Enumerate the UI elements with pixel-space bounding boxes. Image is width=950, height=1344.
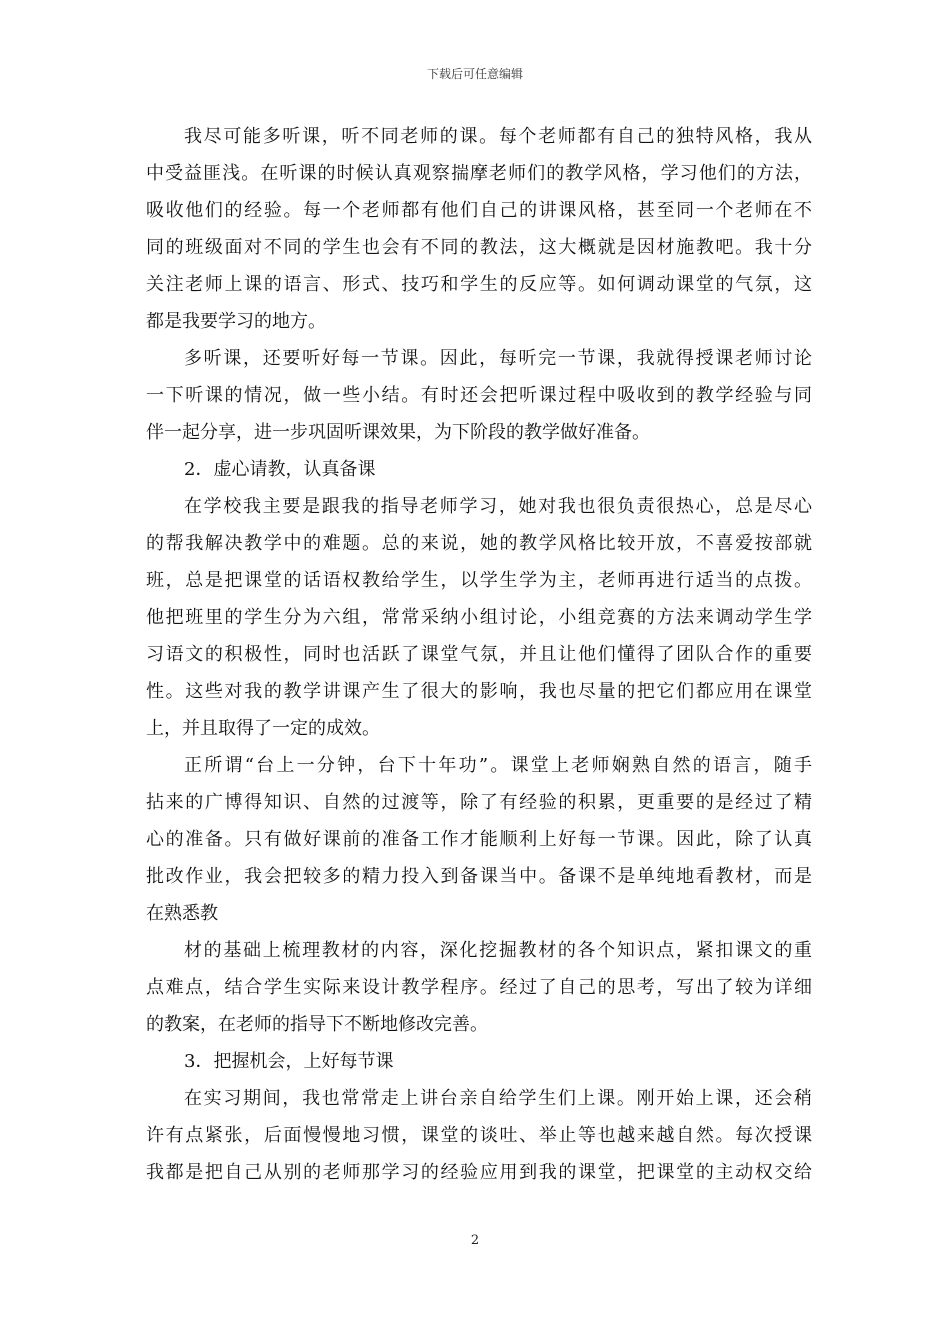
text-line: 同的班级面对不同的学生也会有不同的教法，这大概就是因材施教吧。我十分 — [146, 237, 812, 258]
text-line: 在实习期间，我也常常走上讲台亲自给学生们上课。刚开始上课，还会稍 — [184, 1088, 812, 1109]
text-line: 许有点紧张，后面慢慢地习惯，课堂的谈吐、举止等也越来越自然。每次授课 — [146, 1125, 812, 1146]
section-heading: 3．把握机会，上好每节课 — [184, 1051, 394, 1072]
text-line: 的教案，在老师的指导下不断地修改完善。 — [146, 1014, 488, 1035]
text-line: 我尽可能多听课，听不同老师的课。每个老师都有自己的独特风格，我从 — [184, 126, 812, 147]
body-text — [146, 118, 812, 1191]
text-line: 材的基础上梳理教材的内容，深化挖掘教材的各个知识点，紧扣课文的重 — [184, 940, 812, 961]
text-line: 在学校我主要是跟我的指导老师学习，她对我也很负责很热心，总是尽心 — [184, 496, 812, 517]
page-number: 2 — [470, 1233, 480, 1248]
text-line: 一下听课的情况，做一些小结。有时还会把听课过程中吸收到的教学经验与同 — [146, 385, 812, 406]
text-line: 吸收他们的经验。每一个老师都有他们自己的讲课风格，甚至同一个老师在不 — [146, 200, 812, 221]
text-line: 心的准备。只有做好课前的准备工作才能顺利上好每一节课。因此，除了认真 — [146, 829, 812, 850]
text-line: 班，总是把课堂的话语权教给学生，以学生学为主，老师再进行适当的点拨。 — [146, 570, 812, 591]
text-line: 正所谓“台上一分钟，台下十年功”。课堂上老师娴熟自然的语言，随手 — [184, 755, 812, 776]
section-heading: 2．虚心请教，认真备课 — [184, 459, 376, 480]
text-line: 他把班里的学生分为六组，常常采纳小组讨论，小组竞赛的方法来调动学生学 — [146, 607, 812, 628]
text-line: 上，并且取得了一定的成效。 — [146, 718, 380, 739]
text-line: 都是我要学习的地方。 — [146, 311, 326, 332]
text-line: 我都是把自己从别的老师那学习的经验应用到我的课堂，把课堂的主动权交给 — [146, 1162, 812, 1183]
text-line: 的帮我解决教学中的难题。总的来说，她的教学风格比较开放，不喜爱按部就 — [146, 533, 812, 554]
text-line: 习语文的积极性，同时也活跃了课堂气氛，并且让他们懂得了团队合作的重要 — [146, 644, 812, 665]
text-line: 点难点，结合学生实际来设计教学程序。经过了自己的思考，写出了较为详细 — [146, 977, 812, 998]
text-line: 多听课，还要听好每一节课。因此，每听完一节课，我就得授课老师讨论 — [184, 348, 812, 369]
text-line: 在熟悉教 — [146, 903, 218, 924]
text-line: 批改作业，我会把较多的精力投入到备课当中。备课不是单纯地看教材，而是 — [146, 866, 812, 887]
text-line: 性。这些对我的教学讲课产生了很大的影响，我也尽量的把它们都应用在课堂 — [146, 681, 812, 702]
text-line: 中受益匪浅。在听课的时候认真观察揣摩老师们的教学风格，学习他们的方法， — [146, 163, 812, 184]
text-line: 关注老师上课的语言、形式、技巧和学生的反应等。如何调动课堂的气氛，这 — [146, 274, 812, 295]
text-line: 伴一起分享，进一步巩固听课效果，为下阶段的教学做好准备。 — [146, 422, 650, 443]
page-header: 下载后可任意编辑 — [426, 67, 523, 81]
text-line: 拈来的广博得知识、自然的过渡等，除了有经验的积累，更重要的是经过了精 — [146, 792, 812, 813]
